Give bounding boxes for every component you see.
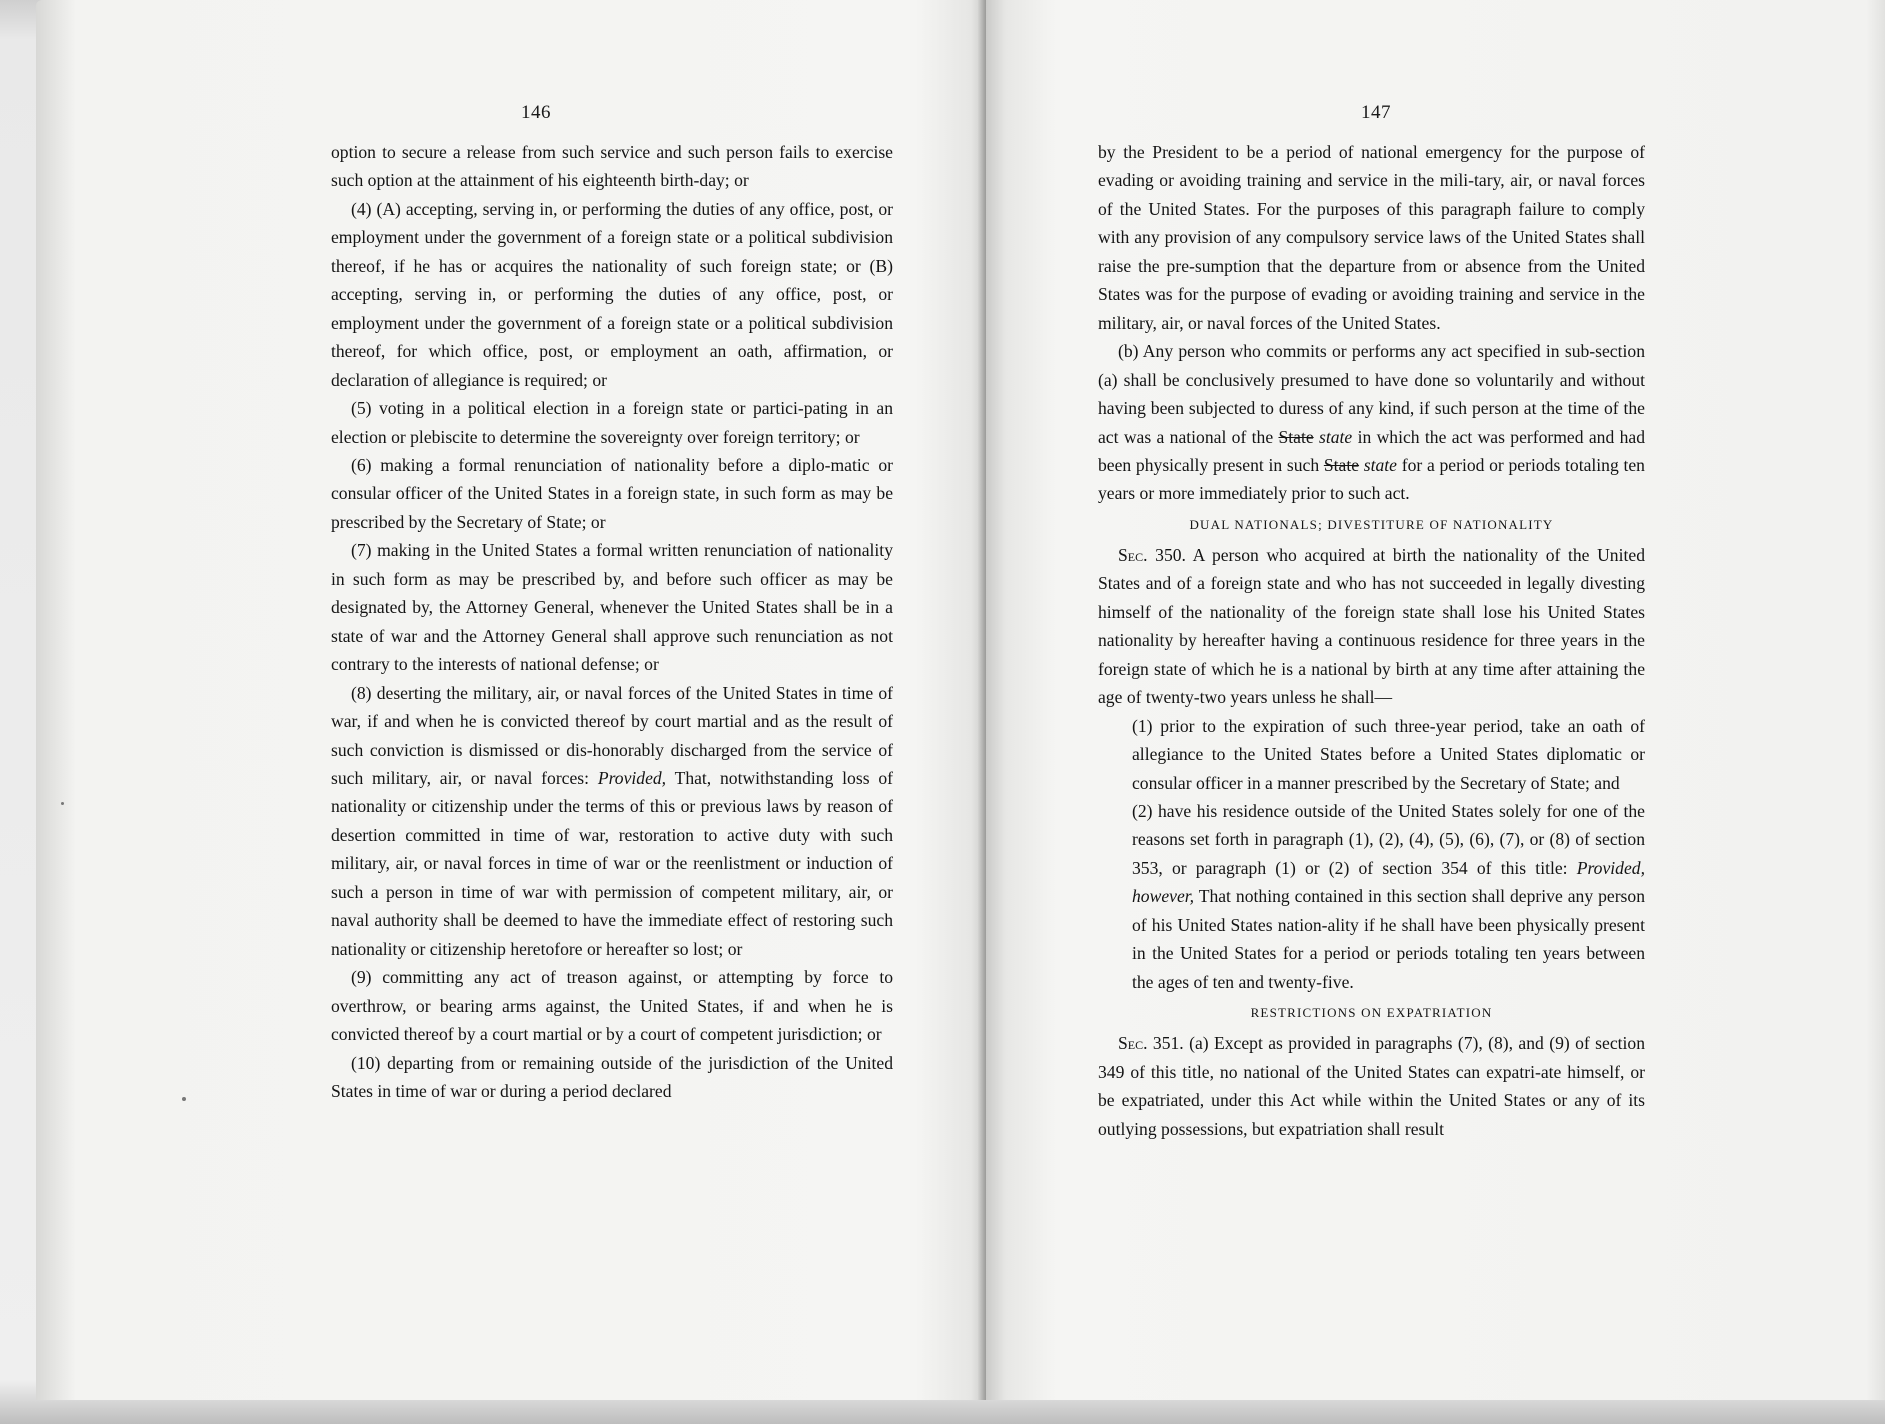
item-2-text: (2) have his residence outside of the United States solely for one of the reasons set forth in paragraph (1), (2), (4), (5), (6), (7), or (8) of section 353, or paragraph (1) or (2) of section 354 of this title: — [1132, 800, 1645, 878]
paragraph-section-350 — [1098, 541, 1645, 712]
sec-351-text: 351. (a) Except as provided in paragraphs (7), (8), and (9) of section 349 of this title, no national of the United States can expatri-ate himself, or be expatriated, under this Act while within the United States or any of its outlying possessions, but expatriation shall result — [1098, 1033, 1645, 1139]
right-page-number: 147 — [1361, 102, 1391, 123]
paragraph-item-6: (6) making a formal renunciation of nationality before a diplo-matic or consular officer of the United States in a foreign state, in such form as may be prescribed by the Secretary of State; or — [331, 454, 893, 532]
paper-speck — [61, 802, 64, 805]
section-heading-restrictions: RESTRICTIONS ON EXPATRIATION — [1250, 1005, 1493, 1021]
paragraph-intro: by the President to be a period of national emergency for the purpose of evading or avoiding training and service in the mili-tary, air, or naval forces of the United States. For the purposes of this paragraph failure to comply with any provision of any compulsory service laws of the United States shall raise the pre-sumption that the departure from or absence from the United States was for the purpose of evading or avoiding training and service in the military, air, or naval forces of the United States. — [1098, 142, 1645, 333]
paragraph-item-7: (7) making in the United States a formal written renunciation of nationality in such form as may be prescribed by, and before such officer as may be designated by, the Attorney General, whenever the United States shall be in a state of war and the Attorney General shall approve such renunciation as not contrary to the interests of national defense; or — [331, 540, 893, 675]
paragraph-item-10: (10) departing from or remaining outside of the jurisdiction of the United States in time of war or during a period declared — [331, 1052, 893, 1101]
right-page — [986, 0, 1885, 1400]
paragraph-item-9: (9) committing any act of treason against, or attempting by force to overthrow, or bearing arms against, the United States, if and when he is convicted thereof by a court martial or by a court of competent jurisdiction; or — [331, 967, 893, 1045]
left-page-number: 146 — [521, 102, 551, 123]
sec-label: Sec. — [1118, 544, 1148, 565]
item-2-provided: Provided, — [1576, 857, 1645, 878]
paragraph-350-item-2 — [1098, 797, 1645, 996]
item-8-proviso: That, notwithstanding loss of nationality or citizenship under the terms of this or previous laws by reason of desertion committed in time of war, restoration to active duty with such military, air, or naval forces in time of war or the reenlistment or induction of such a person in time of war with permission of competent military, air, or naval authority shall be deemed to have the immediate effect of restoring such nationality or citizenship heretofore or hereafter so lost; or — [331, 767, 893, 959]
item-2-however: however, — [1132, 886, 1195, 907]
subsection-b-text: for a period or periods totaling ten years or more immediately prior to such act. — [1098, 454, 1645, 504]
paragraph-continuation: option to secure a release from such service and such person fails to exercise such option at the attainment of his eighteenth birth-day; or — [331, 142, 893, 191]
sec-350-text: 350. A person who acquired at birth the nationality of the United States and of a foreign state and who has not succeeded in legally divesting himself of the nationality of the foreign state shall lose his United States nationality by hereafter having a continuous residence for three years in the foreign state of which he is a national by birth at any time after attaining the age of twenty-two years unless he shall— — [1098, 544, 1645, 708]
subsection-b-text: (b) Any person who commits or performs any act specified in sub-section (a) shall be conclusively presumed to have done so voluntarily and without having been subjected to duress of any kind, if such person at the time of the act was a national of the — [1098, 341, 1645, 447]
paper-speck — [182, 1097, 186, 1101]
paragraph-item-4: (4) (A) accepting, serving in, or performing the duties of any office, post, or employment under the government of a foreign state or a political subdivision thereof, if he has or acquires the nationality of such foreign state; or (B) accepting, serving in, or performing the duties of any office, post, or employment under the government of a foreign state or a political subdivision thereof, for which office, post, or employment an oath, affirmation, or declaration of allegiance is required; or — [331, 198, 893, 390]
item-8-text: (8) deserting the military, air, or naval forces of the United States in time of war, if and when he is convicted thereof by court martial and as the result of such conviction is dismissed or dis-honorably discharged from the service of such military, air, or naval forces: — [331, 682, 893, 788]
right-page-body — [1098, 138, 1645, 1143]
item-2-proviso: That nothing contained in this section shall deprive any person of his United States nation-ality if he shall have been physically present in the United States for a period or periods totaling ten years between the ages of ten and twenty-five. — [1132, 886, 1645, 992]
struck-word: State — [1323, 454, 1360, 475]
left-page-body — [331, 138, 893, 1105]
struck-word: State — [1278, 426, 1314, 447]
left-page — [36, 0, 986, 1400]
paragraph-item-5: (5) voting in a political election in a foreign state or partici-pating in an election or plebiscite to determine the sovereignty over foreign territory; or — [331, 398, 893, 447]
subsection-b-text: in which the act was performed and had been physically present in such — [1098, 426, 1646, 475]
paragraph-section-351 — [1098, 1029, 1645, 1143]
paragraph-subsection-b — [1098, 337, 1645, 508]
paragraph-item-8 — [331, 679, 893, 964]
section-heading-dual-nationals: DUAL NATIONALS; DIVESTITURE OF NATIONALITY — [1189, 516, 1554, 532]
inserted-word: state — [1319, 426, 1353, 447]
paragraph-350-item-1: (1) prior to the expiration of such three-year period, take an oath of allegiance to the United States before a United States diplomatic or consular officer in a manner prescribed by the Secretary of State; and — [1132, 715, 1645, 793]
item-8-provided: Provided, — [597, 767, 667, 788]
sec-label: Sec. — [1118, 1033, 1148, 1054]
inserted-word: state — [1363, 454, 1397, 475]
